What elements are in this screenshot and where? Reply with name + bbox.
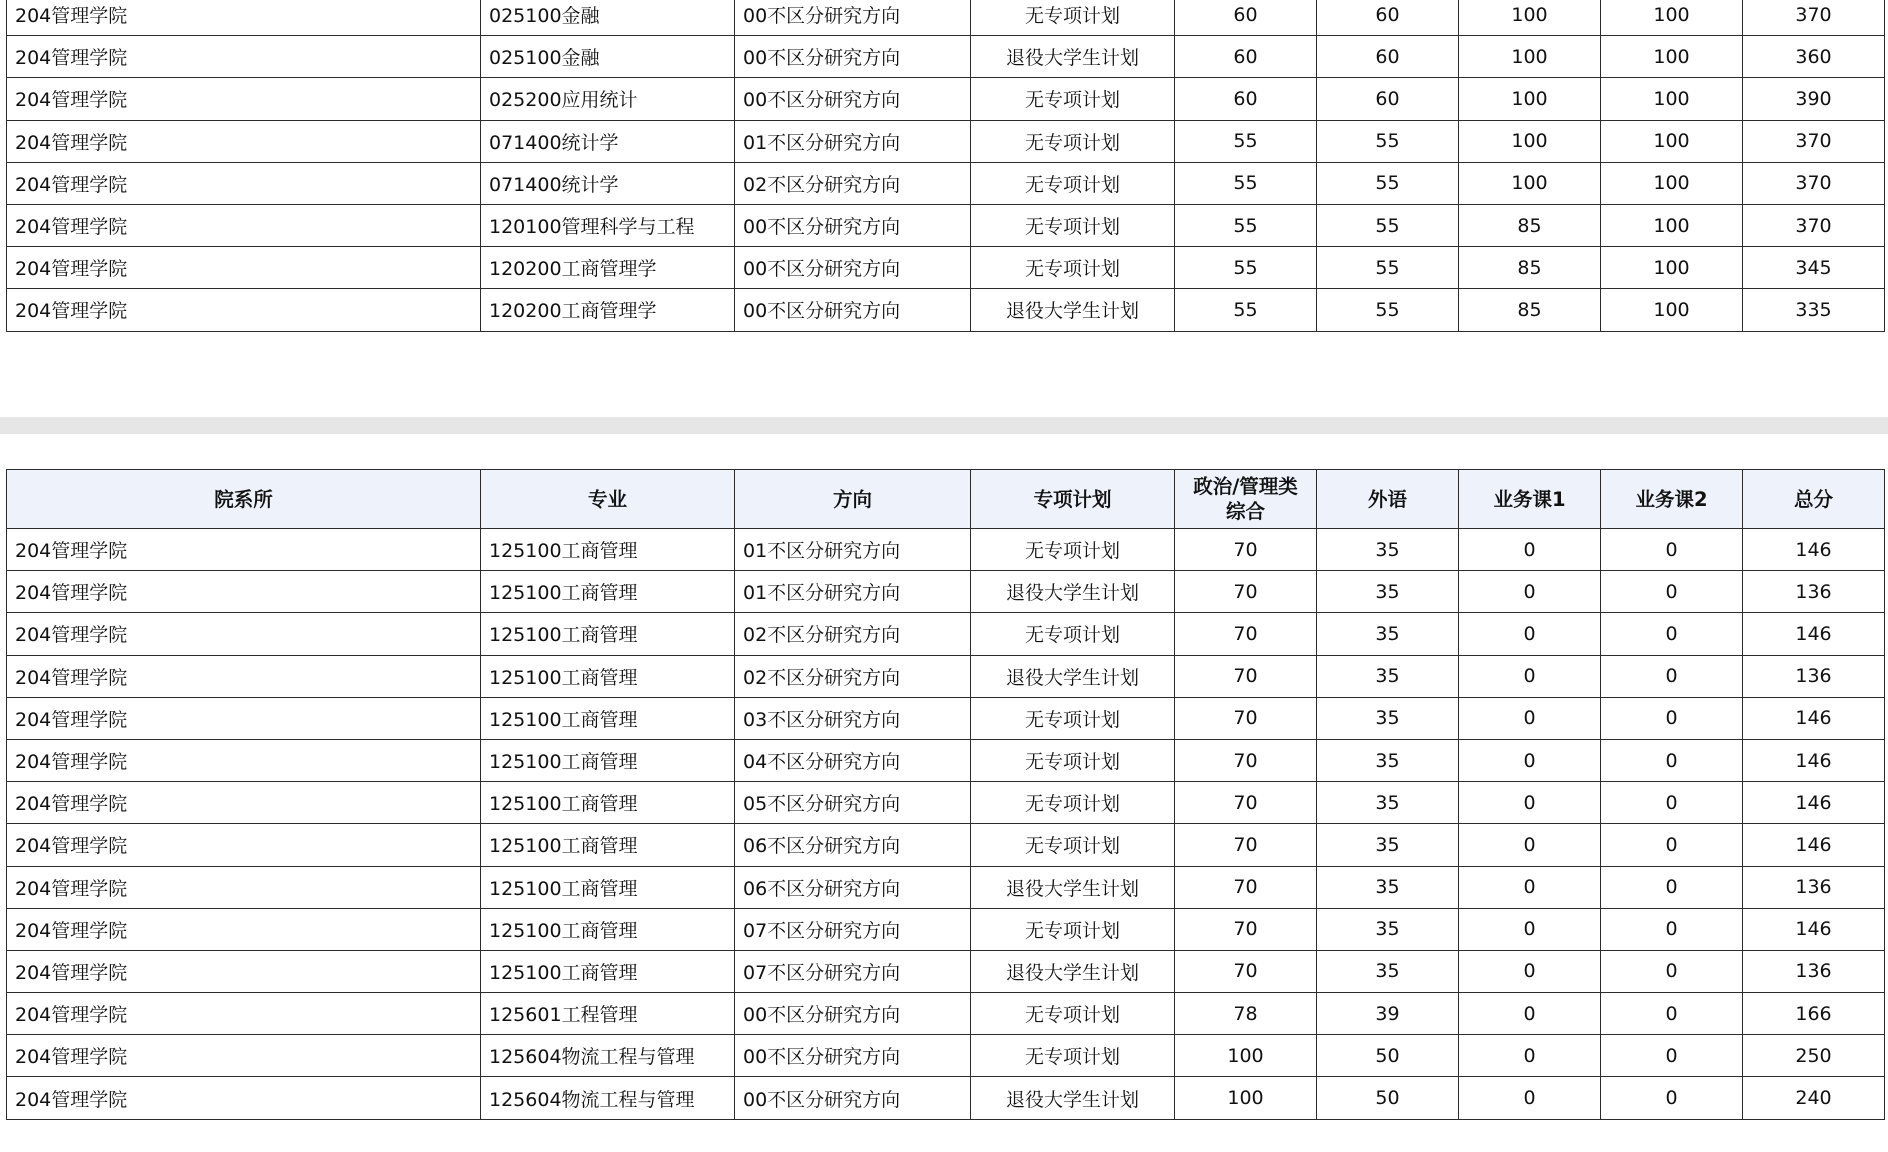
cell-foreign-lang: 35 xyxy=(1317,782,1459,824)
cell-special-plan: 退役大学生计划 xyxy=(971,571,1175,613)
cell-major: 125100工商管理 xyxy=(481,908,735,950)
cell-special-plan: 无专项计划 xyxy=(971,993,1175,1035)
cell-direction: 05不区分研究方向 xyxy=(735,782,971,824)
cell-foreign-lang: 55 xyxy=(1317,247,1459,289)
header-politics xyxy=(1175,470,1317,529)
cell-special-plan: 退役大学生计划 xyxy=(971,866,1175,908)
cell-politics: 55 xyxy=(1175,289,1317,331)
cell-direction: 03不区分研究方向 xyxy=(735,697,971,739)
cell-politics: 70 xyxy=(1175,950,1317,992)
cell-direction: 00不区分研究方向 xyxy=(735,1035,971,1077)
header-foreign-lang: 外语 xyxy=(1317,470,1459,529)
cell-course1: 0 xyxy=(1459,908,1601,950)
cell-course2: 0 xyxy=(1601,739,1743,781)
cell-major: 125604物流工程与管理 xyxy=(481,1077,735,1119)
cell-direction: 00不区分研究方向 xyxy=(735,36,971,78)
cell-foreign-lang: 35 xyxy=(1317,529,1459,571)
cell-direction: 04不区分研究方向 xyxy=(735,739,971,781)
cell-total: 370 xyxy=(1743,0,1885,36)
cell-dept: 204管理学院 xyxy=(7,78,481,120)
cell-special-plan: 无专项计划 xyxy=(971,782,1175,824)
cell-foreign-lang: 35 xyxy=(1317,697,1459,739)
table-row xyxy=(7,993,1885,1035)
cell-course1: 0 xyxy=(1459,782,1601,824)
cell-foreign-lang: 60 xyxy=(1317,78,1459,120)
cell-direction: 07不区分研究方向 xyxy=(735,950,971,992)
cell-direction: 06不区分研究方向 xyxy=(735,824,971,866)
cell-course2: 100 xyxy=(1601,36,1743,78)
header-direction: 方向 xyxy=(735,470,971,529)
table-row xyxy=(7,78,1885,120)
header-major: 专业 xyxy=(481,470,735,529)
cell-politics: 55 xyxy=(1175,120,1317,162)
cell-total: 146 xyxy=(1743,824,1885,866)
cell-dept: 204管理学院 xyxy=(7,0,481,36)
cell-course2: 0 xyxy=(1601,1035,1743,1077)
cell-total: 146 xyxy=(1743,782,1885,824)
cell-major: 125601工程管理 xyxy=(481,993,735,1035)
cell-course1: 0 xyxy=(1459,1035,1601,1077)
cell-course2: 0 xyxy=(1601,697,1743,739)
table-row xyxy=(7,908,1885,950)
cell-dept: 204管理学院 xyxy=(7,950,481,992)
cell-major: 125100工商管理 xyxy=(481,950,735,992)
cell-course2: 0 xyxy=(1601,782,1743,824)
cell-politics: 55 xyxy=(1175,247,1317,289)
cell-total: 146 xyxy=(1743,739,1885,781)
cell-direction: 00不区分研究方向 xyxy=(735,204,971,246)
cell-course2: 100 xyxy=(1601,247,1743,289)
cell-politics: 70 xyxy=(1175,571,1317,613)
cell-course2: 0 xyxy=(1601,993,1743,1035)
score-table-top xyxy=(6,0,1885,332)
cell-politics: 70 xyxy=(1175,866,1317,908)
cell-total: 345 xyxy=(1743,247,1885,289)
cell-foreign-lang: 35 xyxy=(1317,908,1459,950)
cell-major: 125100工商管理 xyxy=(481,529,735,571)
cell-foreign-lang: 35 xyxy=(1317,824,1459,866)
cell-dept: 204管理学院 xyxy=(7,1035,481,1077)
cell-total: 370 xyxy=(1743,204,1885,246)
cell-direction: 01不区分研究方向 xyxy=(735,529,971,571)
table-row xyxy=(7,782,1885,824)
cell-dept: 204管理学院 xyxy=(7,908,481,950)
cell-course1: 85 xyxy=(1459,247,1601,289)
cell-special-plan: 无专项计划 xyxy=(971,613,1175,655)
cell-course2: 100 xyxy=(1601,78,1743,120)
table-row xyxy=(7,866,1885,908)
table-row xyxy=(7,613,1885,655)
cell-total: 250 xyxy=(1743,1035,1885,1077)
cell-major: 120100管理科学与工程 xyxy=(481,204,735,246)
cell-direction: 07不区分研究方向 xyxy=(735,908,971,950)
cell-dept: 204管理学院 xyxy=(7,36,481,78)
cell-foreign-lang: 35 xyxy=(1317,950,1459,992)
cell-direction: 01不区分研究方向 xyxy=(735,571,971,613)
cell-course1: 100 xyxy=(1459,0,1601,36)
cell-special-plan: 无专项计划 xyxy=(971,162,1175,204)
cell-dept: 204管理学院 xyxy=(7,247,481,289)
cell-course1: 0 xyxy=(1459,571,1601,613)
cell-total: 166 xyxy=(1743,993,1885,1035)
cell-course1: 0 xyxy=(1459,1077,1601,1119)
cell-foreign-lang: 50 xyxy=(1317,1077,1459,1119)
cell-direction: 00不区分研究方向 xyxy=(735,993,971,1035)
cell-direction: 00不区分研究方向 xyxy=(735,0,971,36)
cell-politics: 70 xyxy=(1175,697,1317,739)
cell-dept: 204管理学院 xyxy=(7,866,481,908)
cell-major: 125100工商管理 xyxy=(481,782,735,824)
table-row xyxy=(7,120,1885,162)
cell-major: 125100工商管理 xyxy=(481,739,735,781)
table-row xyxy=(7,697,1885,739)
cell-politics: 55 xyxy=(1175,162,1317,204)
cell-major: 125604物流工程与管理 xyxy=(481,1035,735,1077)
cell-politics: 78 xyxy=(1175,993,1317,1035)
cell-direction: 02不区分研究方向 xyxy=(735,655,971,697)
cell-direction: 01不区分研究方向 xyxy=(735,120,971,162)
header-special-plan: 专项计划 xyxy=(971,470,1175,529)
cell-course1: 0 xyxy=(1459,993,1601,1035)
cell-foreign-lang: 55 xyxy=(1317,289,1459,331)
cell-total: 370 xyxy=(1743,120,1885,162)
cell-direction: 02不区分研究方向 xyxy=(735,613,971,655)
table-row xyxy=(7,247,1885,289)
cell-special-plan: 退役大学生计划 xyxy=(971,655,1175,697)
cell-total: 136 xyxy=(1743,655,1885,697)
cell-major: 025100金融 xyxy=(481,36,735,78)
cell-major: 071400统计学 xyxy=(481,162,735,204)
cell-special-plan: 无专项计划 xyxy=(971,1035,1175,1077)
cell-course2: 0 xyxy=(1601,866,1743,908)
cell-dept: 204管理学院 xyxy=(7,571,481,613)
cell-politics: 70 xyxy=(1175,613,1317,655)
cell-politics: 70 xyxy=(1175,655,1317,697)
cell-total: 370 xyxy=(1743,162,1885,204)
cell-politics: 70 xyxy=(1175,782,1317,824)
cell-foreign-lang: 39 xyxy=(1317,993,1459,1035)
cell-course1: 0 xyxy=(1459,655,1601,697)
cell-course2: 0 xyxy=(1601,655,1743,697)
cell-politics: 70 xyxy=(1175,529,1317,571)
cell-major: 125100工商管理 xyxy=(481,824,735,866)
cell-course2: 0 xyxy=(1601,950,1743,992)
cell-course2: 100 xyxy=(1601,204,1743,246)
table-row xyxy=(7,1077,1885,1119)
cell-course1: 0 xyxy=(1459,697,1601,739)
cell-course1: 0 xyxy=(1459,529,1601,571)
cell-major: 120200工商管理学 xyxy=(481,247,735,289)
cell-special-plan: 无专项计划 xyxy=(971,739,1175,781)
cell-course1: 0 xyxy=(1459,739,1601,781)
cell-course1: 85 xyxy=(1459,204,1601,246)
cell-special-plan: 无专项计划 xyxy=(971,908,1175,950)
cell-special-plan: 无专项计划 xyxy=(971,0,1175,36)
cell-dept: 204管理学院 xyxy=(7,697,481,739)
cell-total: 335 xyxy=(1743,289,1885,331)
cell-course1: 100 xyxy=(1459,120,1601,162)
cell-politics: 55 xyxy=(1175,204,1317,246)
cell-major: 071400统计学 xyxy=(481,120,735,162)
cell-course1: 0 xyxy=(1459,613,1601,655)
table-row xyxy=(7,571,1885,613)
cell-major: 125100工商管理 xyxy=(481,655,735,697)
cell-course2: 0 xyxy=(1601,529,1743,571)
cell-politics: 100 xyxy=(1175,1077,1317,1119)
table-row xyxy=(7,162,1885,204)
cell-special-plan: 无专项计划 xyxy=(971,78,1175,120)
cell-politics: 100 xyxy=(1175,1035,1317,1077)
cell-dept: 204管理学院 xyxy=(7,824,481,866)
cell-foreign-lang: 55 xyxy=(1317,120,1459,162)
cell-course1: 100 xyxy=(1459,162,1601,204)
header-politics-text: 政治/管理类综合 xyxy=(1193,475,1298,523)
cell-course1: 100 xyxy=(1459,36,1601,78)
cell-major: 125100工商管理 xyxy=(481,866,735,908)
cell-total: 136 xyxy=(1743,950,1885,992)
cell-dept: 204管理学院 xyxy=(7,993,481,1035)
section-divider xyxy=(0,417,1888,434)
cell-dept: 204管理学院 xyxy=(7,204,481,246)
cell-special-plan: 退役大学生计划 xyxy=(971,1077,1175,1119)
table-row xyxy=(7,204,1885,246)
cell-major: 125100工商管理 xyxy=(481,697,735,739)
header-dept: 院系所 xyxy=(7,470,481,529)
cell-foreign-lang: 50 xyxy=(1317,1035,1459,1077)
cell-foreign-lang: 55 xyxy=(1317,204,1459,246)
cell-special-plan: 无专项计划 xyxy=(971,529,1175,571)
cell-direction: 00不区分研究方向 xyxy=(735,247,971,289)
cell-course2: 100 xyxy=(1601,162,1743,204)
cell-total: 136 xyxy=(1743,571,1885,613)
cell-course2: 0 xyxy=(1601,613,1743,655)
cell-course2: 100 xyxy=(1601,120,1743,162)
cell-dept: 204管理学院 xyxy=(7,289,481,331)
cell-total: 146 xyxy=(1743,529,1885,571)
cell-course2: 100 xyxy=(1601,289,1743,331)
cell-foreign-lang: 35 xyxy=(1317,613,1459,655)
cell-foreign-lang: 60 xyxy=(1317,36,1459,78)
cell-dept: 204管理学院 xyxy=(7,529,481,571)
cell-course1: 0 xyxy=(1459,824,1601,866)
cell-politics: 60 xyxy=(1175,0,1317,36)
cell-course2: 0 xyxy=(1601,1077,1743,1119)
cell-dept: 204管理学院 xyxy=(7,1077,481,1119)
table-header-row xyxy=(7,470,1885,529)
cell-special-plan: 无专项计划 xyxy=(971,247,1175,289)
cell-course1: 0 xyxy=(1459,866,1601,908)
table-row xyxy=(7,1035,1885,1077)
cell-foreign-lang: 55 xyxy=(1317,162,1459,204)
cell-course2: 0 xyxy=(1601,824,1743,866)
cell-dept: 204管理学院 xyxy=(7,782,481,824)
cell-total: 390 xyxy=(1743,78,1885,120)
cell-total: 146 xyxy=(1743,697,1885,739)
cell-course2: 0 xyxy=(1601,571,1743,613)
cell-course2: 0 xyxy=(1601,908,1743,950)
cell-foreign-lang: 35 xyxy=(1317,655,1459,697)
table-top-body xyxy=(7,0,1885,331)
score-table-bottom xyxy=(6,469,1885,1120)
cell-politics: 70 xyxy=(1175,908,1317,950)
header-course2: 业务课2 xyxy=(1601,470,1743,529)
cell-direction: 00不区分研究方向 xyxy=(735,1077,971,1119)
cell-foreign-lang: 35 xyxy=(1317,739,1459,781)
cell-dept: 204管理学院 xyxy=(7,655,481,697)
cell-major: 025100金融 xyxy=(481,0,735,36)
cell-total: 136 xyxy=(1743,866,1885,908)
cell-total: 146 xyxy=(1743,613,1885,655)
header-total: 总分 xyxy=(1743,470,1885,529)
cell-foreign-lang: 60 xyxy=(1317,0,1459,36)
table-row xyxy=(7,36,1885,78)
cell-dept: 204管理学院 xyxy=(7,613,481,655)
cell-dept: 204管理学院 xyxy=(7,120,481,162)
cell-special-plan: 无专项计划 xyxy=(971,120,1175,162)
cell-politics: 60 xyxy=(1175,36,1317,78)
cell-total: 240 xyxy=(1743,1077,1885,1119)
cell-special-plan: 无专项计划 xyxy=(971,697,1175,739)
cell-politics: 60 xyxy=(1175,78,1317,120)
cell-major: 120200工商管理学 xyxy=(481,289,735,331)
cell-foreign-lang: 35 xyxy=(1317,866,1459,908)
cell-major: 125100工商管理 xyxy=(481,613,735,655)
table-bottom-body xyxy=(7,529,1885,1120)
table-row xyxy=(7,0,1885,36)
table-row xyxy=(7,950,1885,992)
cell-direction: 00不区分研究方向 xyxy=(735,78,971,120)
cell-special-plan: 无专项计划 xyxy=(971,824,1175,866)
cell-course1: 85 xyxy=(1459,289,1601,331)
cell-direction: 02不区分研究方向 xyxy=(735,162,971,204)
cell-special-plan: 退役大学生计划 xyxy=(971,950,1175,992)
cell-direction: 00不区分研究方向 xyxy=(735,289,971,331)
table-row xyxy=(7,289,1885,331)
table-row xyxy=(7,529,1885,571)
cell-course1: 0 xyxy=(1459,950,1601,992)
table-row xyxy=(7,655,1885,697)
cell-total: 146 xyxy=(1743,908,1885,950)
cell-major: 025200应用统计 xyxy=(481,78,735,120)
cell-total: 360 xyxy=(1743,36,1885,78)
cell-special-plan: 退役大学生计划 xyxy=(971,289,1175,331)
table-row xyxy=(7,824,1885,866)
cell-course1: 100 xyxy=(1459,78,1601,120)
cell-politics: 70 xyxy=(1175,739,1317,781)
header-course1: 业务课1 xyxy=(1459,470,1601,529)
cell-politics: 70 xyxy=(1175,824,1317,866)
cell-dept: 204管理学院 xyxy=(7,739,481,781)
cell-special-plan: 无专项计划 xyxy=(971,204,1175,246)
cell-course2: 100 xyxy=(1601,0,1743,36)
table-row xyxy=(7,739,1885,781)
cell-foreign-lang: 35 xyxy=(1317,571,1459,613)
cell-direction: 06不区分研究方向 xyxy=(735,866,971,908)
cell-major: 125100工商管理 xyxy=(481,571,735,613)
cell-special-plan: 退役大学生计划 xyxy=(971,36,1175,78)
cell-dept: 204管理学院 xyxy=(7,162,481,204)
